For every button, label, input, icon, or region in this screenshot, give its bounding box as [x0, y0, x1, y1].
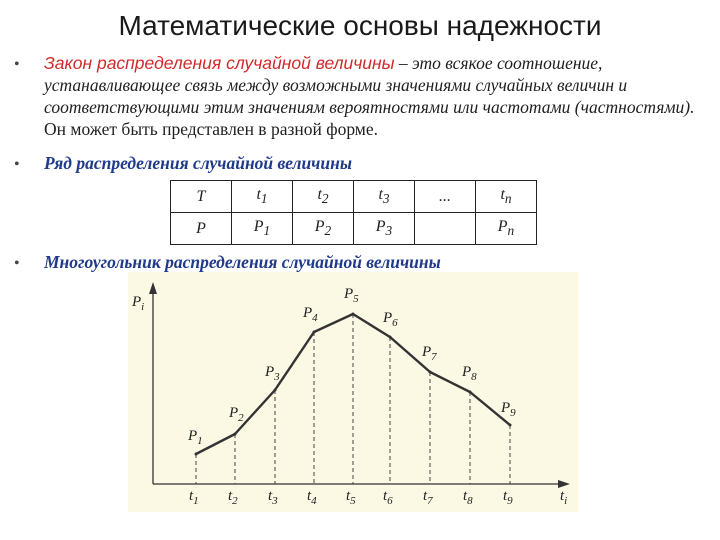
x-tick-label: $t_3$	[268, 488, 278, 507]
table-cell: $P_n$	[476, 213, 537, 245]
table-cell: $P_1$	[232, 213, 293, 245]
data-point	[313, 331, 316, 334]
data-point	[352, 313, 355, 316]
point-label: $P_8$	[462, 364, 477, 383]
table-cell: $t_3$	[354, 181, 415, 213]
x-tick-label: $t_2$	[228, 488, 238, 507]
point-label: $P_6$	[383, 310, 398, 329]
bullet-marker: •	[14, 56, 20, 73]
x-tick-label: $t_9$	[503, 488, 513, 507]
definition-paragraph	[44, 52, 710, 140]
point-label: $P_5$	[344, 286, 359, 305]
table-cell: $t_n$	[476, 181, 537, 213]
x-axis-label: $t_i$	[560, 488, 568, 507]
data-point	[429, 371, 432, 374]
point-label: $P_7$	[422, 344, 437, 363]
data-point	[274, 389, 277, 392]
distribution-series-heading: Ряд распределения случайной величины	[44, 153, 352, 173]
distribution-table	[170, 180, 537, 245]
table-cell: $P_2$	[293, 213, 354, 245]
point-label: $P_4$	[303, 305, 318, 324]
table-cell	[415, 213, 476, 245]
definition-term: Закон распределения случайной величины	[44, 53, 395, 73]
x-tick-label: $t_4$	[307, 488, 317, 507]
table-row	[171, 181, 537, 213]
table-cell: T	[171, 181, 232, 213]
bullet-marker: •	[14, 156, 20, 173]
definition-tail: Он может быть представлен в разной форме.	[44, 119, 379, 139]
definition-text: – это всякое соотношение, устанавливающее связь между возможными значениями случайных величин и соответствующими этим значениям вероятностями или частотами (частностями).	[44, 53, 695, 117]
y-axis-label: $P_i$	[132, 294, 145, 313]
point-label: $P_1$	[188, 428, 203, 447]
data-point	[234, 433, 237, 436]
table-row	[171, 213, 537, 245]
distribution-polygon-chart	[128, 272, 578, 512]
data-point	[469, 391, 472, 394]
table-cell: P	[171, 213, 232, 245]
point-label: $P_3$	[265, 364, 280, 383]
x-tick-label: $t_5$	[346, 488, 356, 507]
polygon-heading: Многоугольник распределения случайной величины	[44, 252, 441, 272]
table-cell: $t_1$	[232, 181, 293, 213]
data-point	[509, 424, 512, 427]
data-point	[195, 453, 198, 456]
table-cell: $P_3$	[354, 213, 415, 245]
x-tick-label: $t_8$	[463, 488, 473, 507]
point-label: $P_9$	[501, 400, 516, 419]
x-tick-label: $t_1$	[189, 488, 199, 507]
data-point	[389, 336, 392, 339]
x-tick-label: $t_7$	[423, 488, 433, 507]
table-cell: ...	[415, 181, 476, 213]
slide-title: Математические основы надежности	[118, 10, 602, 41]
bullet-marker: •	[14, 255, 20, 272]
x-tick-label: $t_6$	[383, 488, 393, 507]
table-cell: $t_2$	[293, 181, 354, 213]
point-label: $P_2$	[229, 405, 244, 424]
